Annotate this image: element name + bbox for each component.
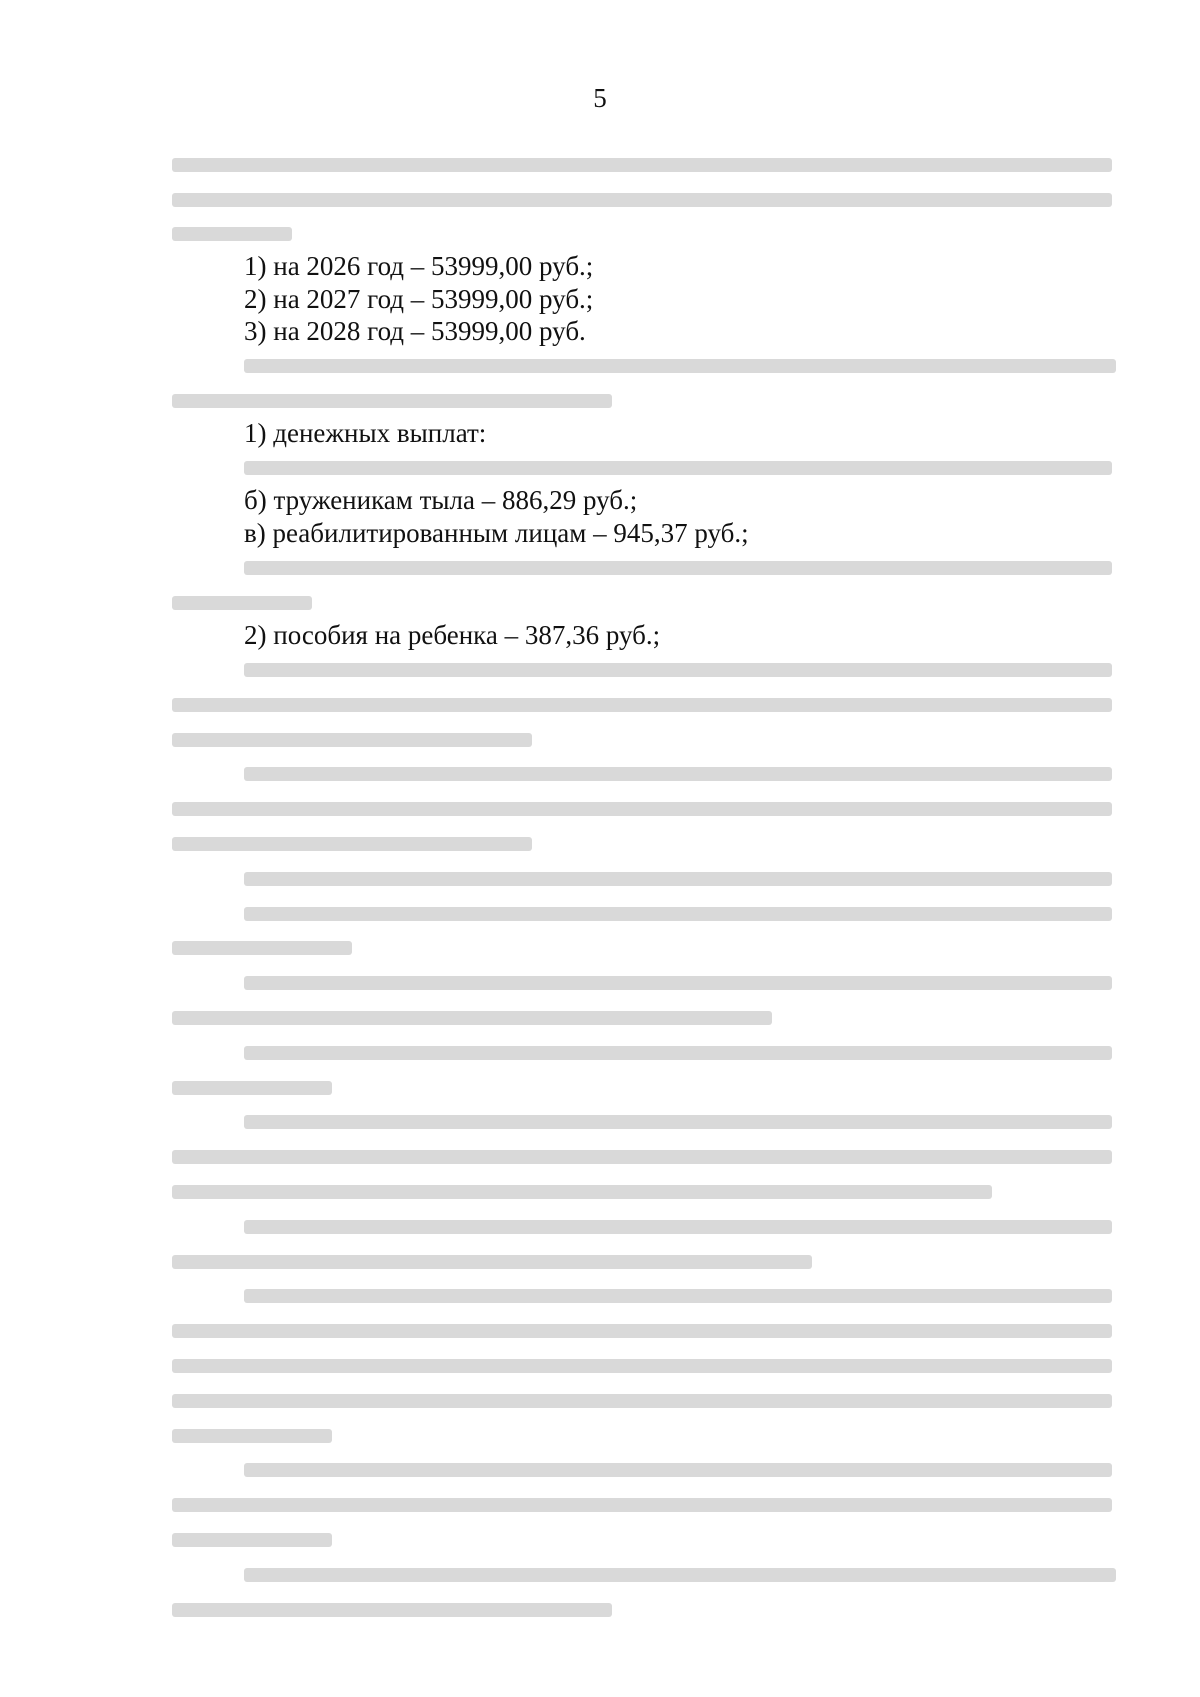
- text-placeholder-bar: [244, 1115, 1112, 1129]
- text-placeholder-bar: [172, 1081, 332, 1095]
- text-placeholder-bar: [244, 359, 1116, 373]
- list-item-2028: 3) на 2028 год – 53999,00 руб.: [244, 316, 586, 347]
- subitem-1: 1) денежных выплат:: [244, 418, 487, 449]
- subitem-11: [172, 1278, 1116, 1452]
- text-placeholder-bar: [172, 837, 532, 851]
- section-3-heading: [172, 348, 1116, 418]
- text-placeholder-bar: [172, 698, 1112, 712]
- text-placeholder-bar: [172, 1429, 332, 1443]
- text-placeholder-bar: [244, 907, 1112, 921]
- document-body: [172, 146, 1116, 1626]
- subitem-10: [172, 1208, 1116, 1278]
- list-item-2027: 2) на 2027 год – 53999,00 руб.;: [244, 283, 594, 314]
- text-placeholder-bar: [172, 193, 1112, 207]
- text-placeholder-bar: [172, 1324, 1112, 1338]
- subitem-6: [172, 895, 1116, 965]
- text-placeholder-bar: [172, 941, 352, 955]
- text-placeholder-bar: [172, 394, 612, 408]
- text-placeholder-bar: [244, 872, 1112, 886]
- text-placeholder-bar: [244, 976, 1112, 990]
- text-placeholder-bar: [172, 1359, 1112, 1373]
- list-item-2026: 1) на 2026 год – 53999,00 руб.;: [244, 251, 594, 282]
- subitem-5: [172, 860, 1116, 895]
- text-placeholder-bar: [172, 158, 1112, 172]
- subitem-12: [172, 1452, 1116, 1556]
- subitem-1-b: б) труженикам тыла – 886,29 руб.;: [244, 485, 638, 516]
- text-placeholder-bar: [172, 802, 1112, 816]
- text-placeholder-bar: [172, 1603, 612, 1617]
- text-placeholder-bar: [172, 1255, 812, 1269]
- subitem-9: [172, 1104, 1116, 1208]
- text-placeholder-bar: [172, 1533, 332, 1547]
- page-number: 5: [593, 83, 607, 113]
- subitem-3: [172, 651, 1116, 755]
- text-placeholder-bar: [244, 461, 1112, 475]
- text-placeholder-bar: [172, 1150, 1112, 1164]
- text-placeholder-bar: [172, 227, 292, 241]
- text-placeholder-bar: [172, 1394, 1112, 1408]
- text-placeholder-bar: [244, 1463, 1112, 1477]
- text-placeholder-bar: [244, 1046, 1112, 1060]
- text-placeholder-bar: [172, 1498, 1112, 1512]
- text-placeholder-bar: [172, 733, 532, 747]
- text-placeholder-bar: [172, 1011, 772, 1025]
- text-placeholder-bar: [172, 1185, 992, 1199]
- text-placeholder-bar: [244, 1568, 1116, 1582]
- subitem-1-g: [172, 549, 1116, 619]
- section-4-heading: [172, 1556, 1116, 1626]
- subitem-1-v: в) реабилитированным лицам – 945,37 руб.;: [244, 517, 749, 548]
- subitem-1-a: [172, 450, 1116, 485]
- text-placeholder-bar: [244, 767, 1112, 781]
- text-placeholder-bar: [244, 1220, 1112, 1234]
- subitem-2: 2) пособия на ребенка – 387,36 руб.;: [244, 619, 661, 650]
- subitem-7: [172, 964, 1116, 1034]
- text-placeholder-bar: [172, 596, 312, 610]
- text-placeholder-bar: [244, 561, 1112, 575]
- text-placeholder-bar: [244, 1289, 1112, 1303]
- opening-paragraph: [172, 146, 1116, 250]
- text-placeholder-bar: [244, 663, 1112, 677]
- subitem-4: [172, 756, 1116, 860]
- subitem-8: [172, 1034, 1116, 1104]
